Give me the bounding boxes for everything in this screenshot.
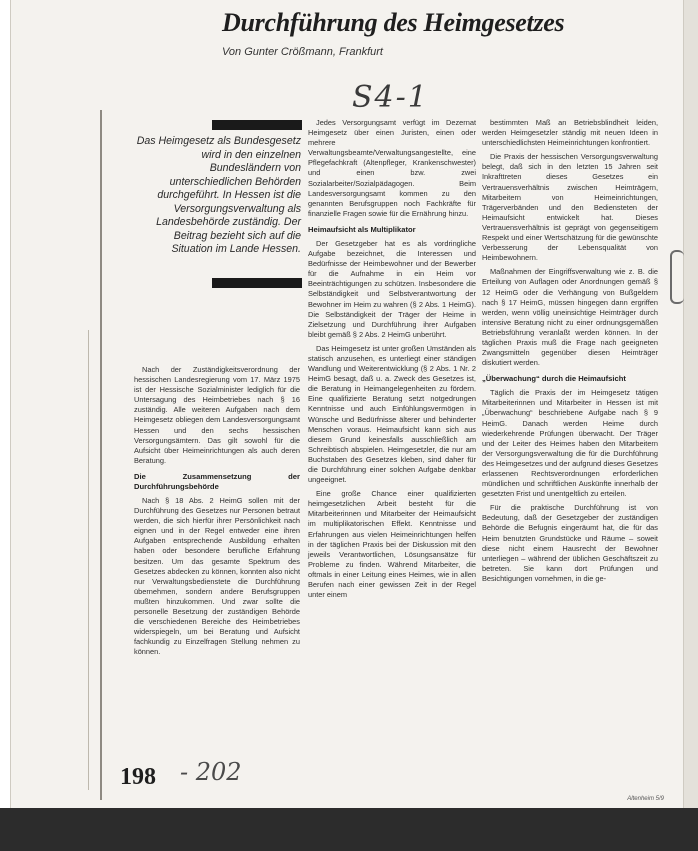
column-3-subheading: „Überwachung“ durch die Heimaufsicht <box>482 374 626 384</box>
scan-bottom-band <box>0 808 698 851</box>
article-byline: Von Gunter Crößmann, Frankfurt <box>222 46 383 58</box>
column-2-subheading: Heimaufsicht als Multiplikator <box>308 224 416 234</box>
journal-footer: Altenheim 5/9 <box>627 796 664 802</box>
paper-clip <box>670 250 684 304</box>
text-column-1 <box>134 365 300 661</box>
right-page-strip <box>683 0 698 808</box>
column-3-paragraph: Täglich die Praxis der im Heimgesetz tätigen Mitarbeiterinnen und Mitarbeiter in Hessen ist mit „Überwachung“ beschriebene Aufgabe nach § 9 HeimG. Danach werden Heime durch wiederkehrende Prüfungen überwacht. Der Träger und der Leiter des Heimes haben den Mitarbeitern der Versorgungsverwaltung die für die Durchführung des Heimgesetzes und der aufgrund dieses Gesetzes erlassenen Rechtsverordnungen erforderlichen mündlichen und schriftlichen Auskünfte innerhalb der gesetzten Frist und unentgeltlich zu erteilen. <box>482 388 658 499</box>
column-3-paragraph: Für die praktische Durchführung ist von Bedeutung, daß der Gesetzgeber der zuständigen Behörde die Befugnis eingeräumt hat, die für das Heim benutzten Grundstücke und Räume – soweit diese nicht einem Hausrecht der Bewohner unterliegen – während der üblichen Geschäftszeit zu betreten. Sie kann dort Prüfungen und Besichtigungen vornehmen, in die ge- <box>482 503 658 583</box>
column-2-paragraph: Eine große Chance einer qualifizierten heimgesetzlichen Arbeit besteht für die Mitarbeiterinnen und Mitarbeiter der Heimaufsicht im multiplikatorischen Effekt. Kenntnisse und Erfahrungen aus vielen Heimeinrichtungen helfen in der täglichen Praxis bei der Diskussion mit den jeweils Verantwortlichen, Lösungsansätze für Probleme zu finden. Während Mitarbeiter, die oftmals in einer Leitung eines Heimes, wie in allen Berufen nach einer gewissen Zeit in der Regel unter einem <box>308 489 476 600</box>
page-number: 198 <box>120 764 156 790</box>
text-column-2 <box>308 118 476 604</box>
handwritten-note: S4-1 <box>352 80 429 115</box>
teaser-bar-top <box>212 120 302 130</box>
column-2-paragraph: Das Heimgesetz ist unter großen Umständen als statisch anzusehen, es unterliegt einer ständigen Wandlung und Weiterentwicklung (§ 2 Abs. 1 Nr. 2 HeimG besagt, daß u. a. Zweck des Gesetzes ist, die Beratung in Heimangelegenheiten zu fördern. Eine qualifizierte Beratung setzt notgedrungen Kenntnisse und auch Einfühlungsvermögen in Wünsche und Bedürfnisse älterer und behinderter Menschen voraus. Heimaufsicht kann sich aus diesem Grund keinesfalls ausschließlich am Schreibtisch abspielen. Heimgesetzler, die nur am Buchstaben des Gesetzes kleben, sind daher für die Durchführung einer solchen Aufgabe denkbar ungeeignet. <box>308 343 476 485</box>
teaser-bar-bottom <box>212 278 302 288</box>
column-2-paragraph: Jedes Versorgungsamt verfügt im Dezernat Heimgesetz über einen Juristen, einen oder mehrere Verwaltungsbeamte/Verwaltungsangestellte, eine Pflegefachkraft (Altenpfleger, Krankenschwester) und einen bzw. zwei Sozialarbeiter/Sozialpädagogen. Beim Landesversorgungsamt kommen zu den genannten Berufsgruppen noch Fachkräfte für finanzielle Fragen sowie für die Ernährung hinzu. <box>308 118 476 218</box>
text-column-3 <box>482 118 658 588</box>
article-teaser: Das Heimgesetz als Bundesgesetz wird in den einzelnen Bundesländern von unterschiedlichen Behörden durchgeführt. In Hessen ist die Versorgungsverwaltung als Landesbehörde zuständig. Der Beitrag bezieht sich auf die Situation im Lande Hessen. <box>136 135 301 255</box>
left-page-edge <box>0 0 11 851</box>
page-fold <box>100 110 102 800</box>
column-1-subheading: Die Zusammensetzung der Durchführungsbehörde <box>134 471 300 491</box>
page-fold-shadow <box>88 330 89 790</box>
column-3-paragraph: Die Praxis der hessischen Versorgungsverwaltung belegt, daß sich in den letzten 15 Jahren seit Inkrafttreten dieses Gesetzes ein Vertrauensverhältnis zwischen Heimträgern, Mitarbeitern von Heimeinrichtungen, Trägerverbänden und den Bediensteten der Heimaufsicht entwickelt hat. Dieses Vertrauensverhältnis ist geprägt von gegenseitigem Respekt und einer Wertschätzung für die gewünschte Verbesserung der Lebensqualität von Heimbewohnern. <box>482 152 658 263</box>
column-3-paragraph: bestimmten Maß an Betriebsblindheit leiden, werden Heimgesetzler ständig mit neuen Ideen in unterschiedlichsten Heimeinrichtungen konfrontiert. <box>482 118 658 148</box>
column-1-paragraph: Nach der Zuständigkeitsverordnung der hessischen Landesregierung vom 17. März 1975 ist der Hessische Sozialminister lediglich für die Untersagung des Heimbetriebes nach § 16 zuständig. Alle weiteren Aufgaben nach dem Heimgesetz obliegen dem Landesversorgungsamt Hessen und den sechs hessischen Versorgungsämtern. Das gilt sowohl für die Aufsicht über Heimeinrichtungen als auch deren Beratung. <box>134 365 300 465</box>
handwritten-page-number: - 202 <box>180 758 242 786</box>
column-3-paragraph: Maßnahmen der Eingriffsverwaltung wie z. B. die Erteilung von Auflagen oder Anordnungen gemäß § 12 HeimG oder die Verhängung von Bußgeldern nach § 17 HeimG, müssen hingegen dann ergriffen werden, wenn völlig uneinsichtige Heimträger durch intensive Beratung nicht zu einer ordnungsgemäßen Betriebsführung veranlaßt werden können. In der täglichen Praxis muß die Frage nach geeigneten Zwangsmitteln gegenüber diesen Heimträger diskutiert werden. <box>482 267 658 368</box>
column-1-paragraph: Nach § 18 Abs. 2 HeimG sollen mit der Durchführung des Gesetzes nur Personen betraut werden, die sich hierfür ihrer Persönlichkeit nach eignen und in der Regel entweder eine ihren Aufgaben entsprechende Ausbildung erhalten haben oder besondere berufliche Erfahrung besitzen. Um das gesamte Spektrum des Gesetzes abdecken zu können, konnten also nicht nur Verwaltungsbedienstete die Durchführung übernehmen, sondern andere Berufsgruppen mußten hinzukommen. Und zwar sollte die personelle Besetzung der zuständigen Behörde die verschiedenen Bereiche des Heimbetriebes widerspiegeln, um bei Beratung und Aufsicht fachkundig zu Einzelfragen Stellung nehmen zu können. <box>134 495 300 657</box>
article-title: Durchführung des Heimgesetzes <box>222 8 565 37</box>
column-2-paragraph: Der Gesetzgeber hat es als vordringliche Aufgabe bezeichnet, die Interessen und Bedürfnisse der Heimbewohner und der Bewerber für die Aufnahme in ein Heim vor Beeinträchtigungen zu schützen. Insbesondere die Selbständigkeit und Selbstverantwortung der Bewohner im Heim zu wahren (§ 2 Abs. 1 HeimG). Die Selbständigkeit der Träger der Heime in Zielsetzung und Durchführung ihrer Aufgaben bleibt gemäß § 2 Abs. 2 HeimG unberührt. <box>308 238 476 339</box>
